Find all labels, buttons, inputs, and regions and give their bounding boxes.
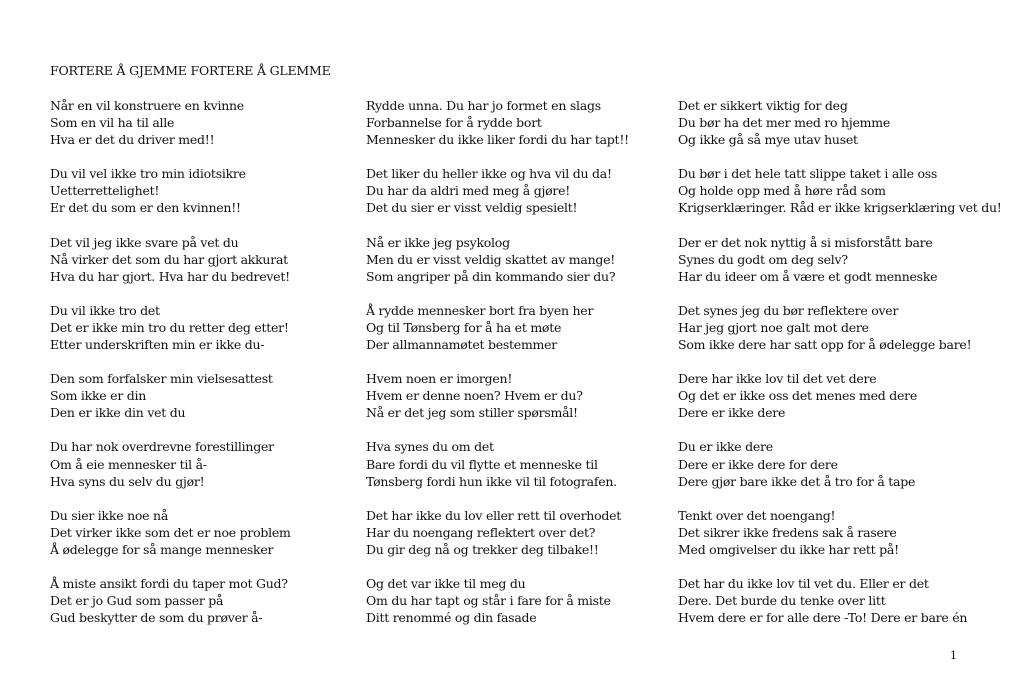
poem-column-3 xyxy=(678,97,1002,643)
poem-line: Du er ikke dere xyxy=(678,439,773,455)
poem-line: Bare fordi du vil flytte et menneske til xyxy=(366,456,598,472)
poem-line: Hva du har gjort. Hva har du bedrevet! xyxy=(50,268,290,284)
stanza xyxy=(366,370,629,421)
poem-line: Og ikke gå så mye utav huset xyxy=(678,132,858,148)
poem-title: FORTERE Å GJEMME FORTERE Å GLEMME xyxy=(50,63,331,78)
poem-line: Der allmannamøtet bestemmer xyxy=(366,337,558,353)
poem-line: Rydde unna. Du har jo formet en slags xyxy=(366,98,601,113)
poem-line: Som ikke er din xyxy=(50,388,147,404)
poem-line: Hvem er denne noen? Hvem er du? xyxy=(366,388,583,404)
poem-line: Som en vil ha til alle xyxy=(50,115,175,131)
stanza xyxy=(678,370,1002,421)
poem-line: Du bør i det hele tatt slippe taket i alle oss xyxy=(678,166,938,182)
poem-line: Det er sikkert viktig for deg xyxy=(678,98,848,113)
poem-line: Det er jo Gud som passer på xyxy=(50,593,224,609)
stanza xyxy=(366,302,629,353)
poem-line: Det du sier er visst veldig spesielt! xyxy=(366,200,578,216)
stanza xyxy=(678,507,1002,558)
poem-line: Som angriper på din kommando sier du? xyxy=(366,268,616,284)
stanza xyxy=(50,165,291,216)
poem-line: Dere er ikke dere for dere xyxy=(678,456,838,472)
poem-line: Synes du godt om deg selv? xyxy=(678,251,848,267)
poem-line: Når en vil konstruere en kvinne xyxy=(50,98,244,113)
stanza xyxy=(366,575,629,626)
poem-line: Du sier ikke noe nå xyxy=(50,507,169,523)
poem-line: Det synes jeg du bør reflektere over xyxy=(678,302,899,318)
poem-line: Det vil jeg ikke svare på vet du xyxy=(50,234,239,250)
poem-column-1 xyxy=(50,97,291,643)
stanza xyxy=(366,97,629,148)
stanza xyxy=(50,370,291,421)
poem-line: Om å eie mennesker til å- xyxy=(50,456,207,472)
poem-line: Men du er visst veldig skattet av mange! xyxy=(366,251,616,267)
poem-line: Og holde opp med å høre råd som xyxy=(678,183,886,199)
poem-line: Etter underskriften min er ikke du- xyxy=(50,337,265,353)
poem-line: Det har ikke du lov eller rett til overhodet xyxy=(366,507,622,523)
poem-line: Hva synes du om det xyxy=(366,439,494,455)
poem-line: Dere. Det burde du tenke over litt xyxy=(678,593,886,609)
stanza xyxy=(50,97,291,148)
poem-line: Du har nok overdrevne forestillinger xyxy=(50,439,274,455)
poem-line: Og det er ikke oss det menes med dere xyxy=(678,388,918,404)
stanza xyxy=(678,234,1002,285)
stanza xyxy=(366,234,629,285)
poem-line: Dere er ikke dere xyxy=(678,405,786,421)
stanza xyxy=(50,507,291,558)
poem-line: Forbannelse for å rydde bort xyxy=(366,115,542,131)
poem-line: Tønsberg fordi hun ikke vil til fotografen. xyxy=(366,473,617,489)
poem-line: Tenkt over det noengang! xyxy=(678,507,836,523)
poem-line: Og det var ikke til meg du xyxy=(366,576,526,592)
poem-line: Nå er det jeg som stiller spørsmål! xyxy=(366,405,578,421)
poem-line: Det har du ikke lov til vet du. Eller er det xyxy=(678,576,929,592)
poem-line: Nå er ikke jeg psykolog xyxy=(366,234,510,250)
poem-line: Har du noengang reflektert over det? xyxy=(366,524,596,540)
poem-column-2 xyxy=(366,97,629,643)
poem-line: Å ødelegge for så mange mennesker xyxy=(50,541,274,557)
poem-line: Dere har ikke lov til det vet dere xyxy=(678,371,877,387)
stanza xyxy=(50,302,291,353)
poem-line: Har jeg gjort noe galt mot dere xyxy=(678,319,869,335)
poem-line: Du vil ikke tro det xyxy=(50,302,160,318)
stanza xyxy=(678,438,1002,489)
stanza xyxy=(50,575,291,626)
poem-line: Det liker du heller ikke og hva vil du da! xyxy=(366,166,612,182)
poem-line: Ditt renommé og din fasade xyxy=(366,610,537,626)
poem-line: Dere gjør bare ikke det å tro for å tape xyxy=(678,473,916,489)
page-number: 1 xyxy=(950,649,957,662)
stanza xyxy=(366,438,629,489)
stanza xyxy=(50,234,291,285)
poem-line: Det sikrer ikke fredens sak å rasere xyxy=(678,524,897,540)
stanza xyxy=(678,165,1002,216)
poem-line: Hva er det du driver med!! xyxy=(50,132,215,148)
poem-line: Du bør ha det mer med ro hjemme xyxy=(678,115,890,131)
poem-line: Den er ikke din vet du xyxy=(50,405,186,421)
poem-line: Hvem dere er for alle dere -To! Dere er bare én xyxy=(678,610,968,626)
poem-line: Å rydde mennesker bort fra byen her xyxy=(366,302,594,318)
poem-line: Mennesker du ikke liker fordi du har tapt!! xyxy=(366,132,629,148)
stanza xyxy=(366,165,629,216)
poem-line: Du vil vel ikke tro min idiotsikre xyxy=(50,166,246,182)
poem-line: Hvem noen er imorgen! xyxy=(366,371,513,387)
poem-line: Er det du som er den kvinnen!! xyxy=(50,200,241,216)
poem-line: Gud beskytter de som du prøver å- xyxy=(50,610,263,626)
poem-line: Som ikke dere har satt opp for å ødelegge bare! xyxy=(678,337,972,353)
stanza xyxy=(678,302,1002,353)
poem-line: Det virker ikke som det er noe problem xyxy=(50,524,291,540)
poem-line: Og til Tønsberg for å ha et møte xyxy=(366,319,562,335)
poem-line: Den som forfalsker min vielsesattest xyxy=(50,371,273,387)
stanza xyxy=(50,438,291,489)
poem-line: Har du ideer om å være et godt menneske xyxy=(678,268,938,284)
poem-line: Med omgivelser du ikke har rett på! xyxy=(678,541,899,557)
poem-line: Du har da aldri med meg å gjøre! xyxy=(366,183,570,199)
poem-line: Der er det nok nyttig å si misforstått bare xyxy=(678,234,933,250)
poem-line: Det er ikke min tro du retter deg etter! xyxy=(50,319,289,335)
stanza xyxy=(678,575,1002,626)
poem-line: Krigserklæringer. Råd er ikke krigserklæring vet du! xyxy=(678,200,1002,216)
poem-line: Uetterrettelighet! xyxy=(50,183,160,199)
stanza xyxy=(678,97,1002,148)
poem-line: Om du har tapt og står i fare for å miste xyxy=(366,593,611,609)
poem-line: Hva syns du selv du gjør! xyxy=(50,473,205,489)
poem-line: Du gir deg nå og trekker deg tilbake!! xyxy=(366,541,599,557)
stanza xyxy=(366,507,629,558)
poem-line: Nå virker det som du har gjort akkurat xyxy=(50,251,288,267)
poem-line: Å miste ansikt fordi du taper mot Gud? xyxy=(50,576,288,592)
